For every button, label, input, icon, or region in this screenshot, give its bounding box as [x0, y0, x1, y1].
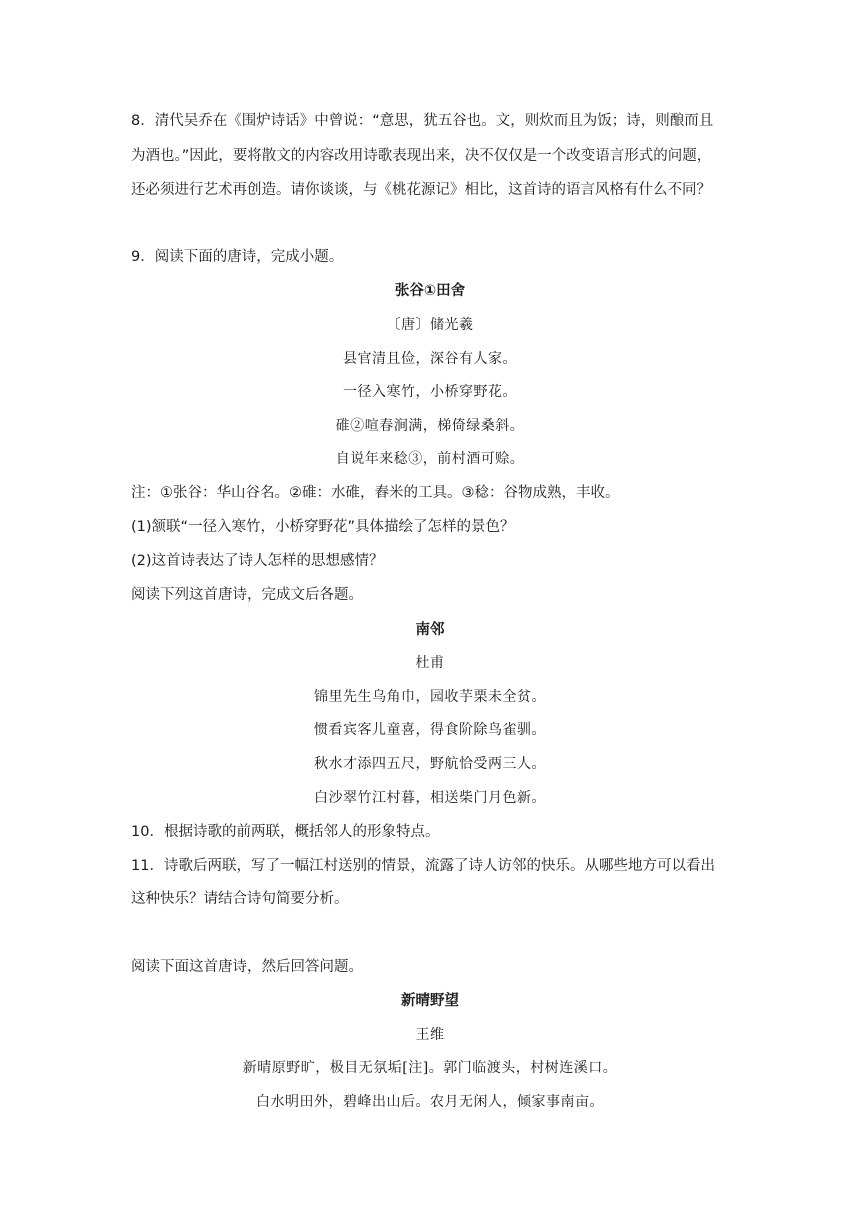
q9-sub-question-2: (2)这首诗表达了诗人怎样的思想感情？	[131, 553, 384, 569]
q11-line-2: 这种快乐？请结合诗句简要分析。	[131, 891, 349, 907]
poem-line: 白沙翠竹江村暮，相送柴门月色新。	[314, 790, 546, 806]
poem-author-zhanggu: 〔唐〕储光羲	[386, 317, 474, 333]
q9-note: 注：①张谷：华山谷名。②碓：水碓，舂米的工具。③稔：谷物成熟，丰收。	[131, 485, 620, 501]
poem-title-xinqing: 新晴野望	[401, 993, 459, 1009]
q8-line-1: 8．清代吴乔在《围炉诗话》中曾说：“意思，犹五谷也。文，则炊而且为饭；诗，则酿而且	[131, 113, 714, 129]
poem-line: 白水明田外，碧峰出山后。农月无闲人，倾家事南亩。	[256, 1094, 604, 1110]
poem-author-nanlin: 杜甫	[415, 655, 445, 671]
q9-sub-question-1: (1)颔联“一径入寒竹，小桥穿野花”具体描绘了怎样的景色？	[131, 519, 515, 535]
poem-title-zhanggu: 张谷①田舍	[394, 283, 466, 299]
nanlin-intro: 阅读下列这首唐诗，完成文后各题。	[131, 587, 363, 603]
poem-line: 一径入寒竹，小桥穿野花。	[343, 384, 517, 400]
poem-line: 惯看宾客儿童喜，得食阶除鸟雀驯。	[314, 722, 546, 738]
poem-author-xinqing: 王维	[415, 1027, 445, 1043]
q10: 10．根据诗歌的前两联，概括邻人的形象特点。	[131, 824, 440, 840]
q8-line-3: 还必须进行艺术再创造。请你谈谈，与《桃花源记》相比，这首诗的语言风格有什么不同？	[131, 182, 711, 198]
xinqing-intro: 阅读下面这首唐诗，然后回答问题。	[131, 959, 363, 975]
poem-line: 锦里先生乌角巾，园收芋栗未全贫。	[314, 689, 546, 705]
poem-title-nanlin: 南邻	[415, 622, 445, 638]
q9-intro: 9．阅读下面的唐诗，完成小题。	[131, 249, 344, 265]
poem-line: 自说年来稔③，前村酒可赊。	[335, 451, 525, 467]
q11-line-1: 11．诗歌后两联，写了一幅江村送别的情景，流露了诗人访邻的快乐。从哪些地方可以看出	[131, 858, 715, 874]
poem-line: 新晴原野旷，极目无氛垢[注]。郭门临渡头，村树连溪口。	[242, 1060, 618, 1076]
poem-line: 秋水才添四五尺，野航恰受两三人。	[314, 756, 546, 772]
poem-line: 县官清且俭，深谷有人家。	[343, 351, 517, 367]
q8-line-2: 为酒也。”因此，要将散文的内容改用诗歌表现出来，决不仅仅是一个改变语言形式的问题，	[131, 148, 712, 164]
poem-line: 碓②喧春涧满，梯倚绿桑斜。	[335, 418, 525, 434]
